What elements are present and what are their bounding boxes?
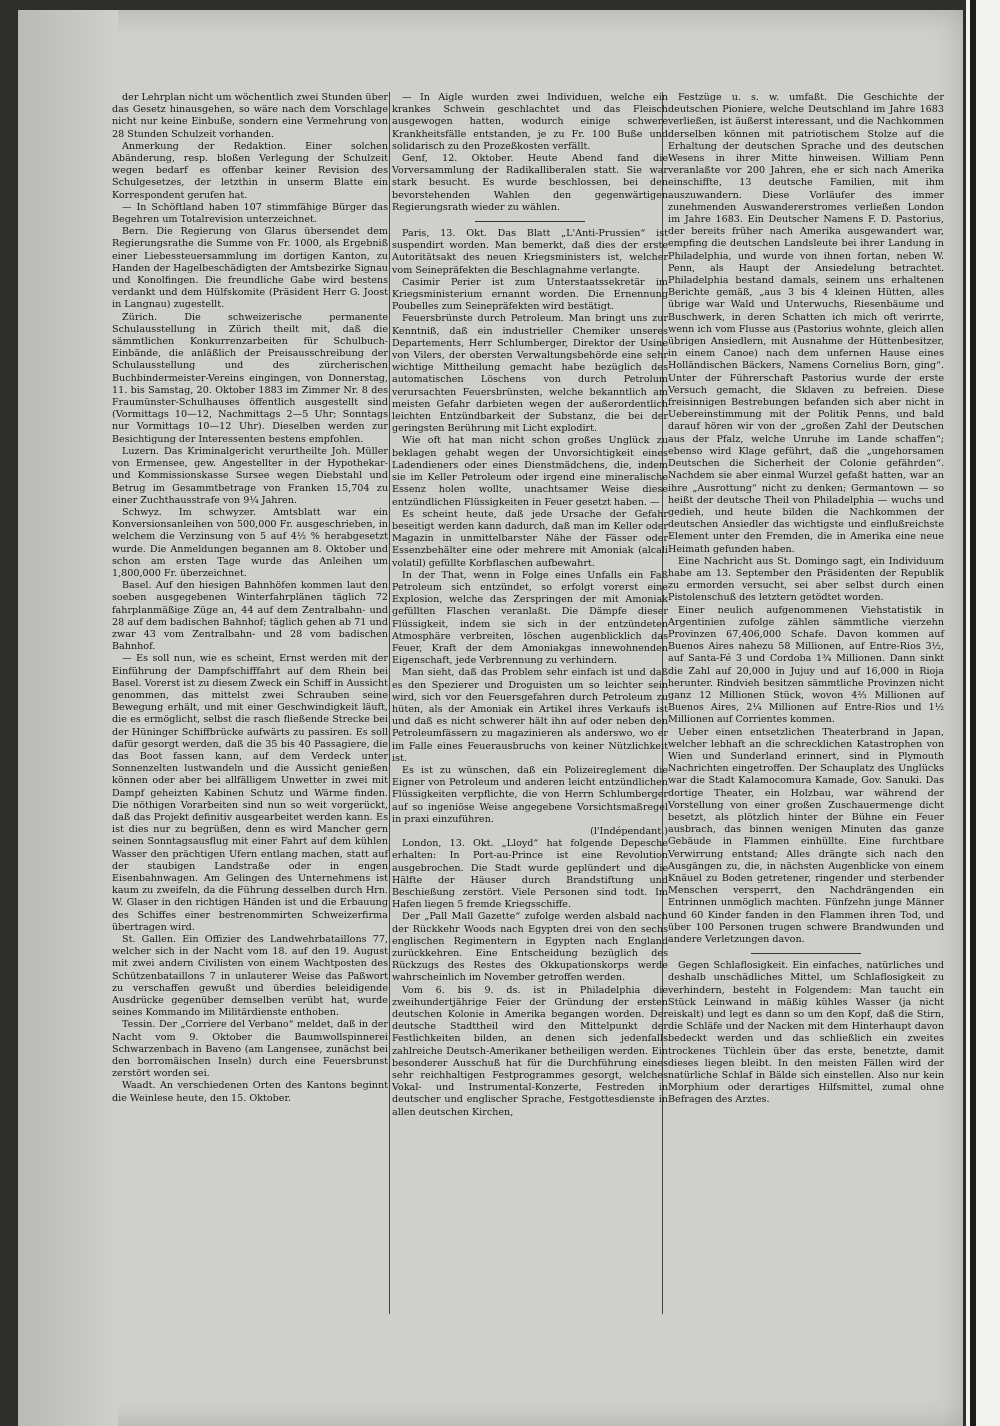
- column-left: [112, 92, 388, 1105]
- paragraph-lehrplan: der Lehrplan nicht um wöchentlich zwei Stunden über das Gesetz hinausgehen, so wäre nach dem Vorschlage nicht nur keine Einbuße, sondern eine Vermehrung von 28 Stunden Schulzeit vorhanden.: [112, 92, 388, 140]
- paragraph-unglueck: Wie oft hat man nicht schon großes Unglück zu beklagen gehabt wegen der Unvorsichtigkeit eines Ladendieners oder eines Dienstmädchens, die, indem sie im Keller Petroleum oder irgend eine mineralische Essenz holen wollte, unachtsamer Weise diese entzündlichen Flüssigkeiten in Feuer gesetzt haben. —: [392, 435, 668, 508]
- paragraph-zuerich: Zürich. Die schweizerische permanente Schulausstellung in Zürich theilt mit, daß die sämmtlichen Konkurrenzarbeiten für Schulbuch-Einbände, die anläßlich der Preisausschreibung der Schulausstellung und des zürcherischen Buchbindermeister-Vereins eingingen, von Donnerstag, 11. bis Samstag, 20. Oktober 1883 im Zimmer Nr. 8 des Fraumünster-Schulhauses öffentlich ausgestellt sind (Vormittags 10—12, Nachmittags 2—5 Uhr; Sonntags nur Vormittags 10—12 Uhr). Dieselben werden zur Besichtigung der Interessenten bestens empfohlen.: [112, 311, 388, 445]
- paragraph-problem-einfach: Man sieht, daß das Problem sehr einfach ist und daß es den Spezierer und Droguisten um so leichter sein wird, sich vor den Feuersgefahren durch Petroleum zu hüten, als der Amoniak ein Artikel ihres Verkaufs ist und daß es nicht schwerer hält ihn auf oder neben den Petroleumfässern zu magazinieren als anderswo, wo er im Falle eines Feuerausbruchs von keiner Nützlichkeit ist.: [392, 667, 668, 764]
- paragraph-schlaflosigkeit: Gegen Schlaflosigkeit. Ein einfaches, natürliches und deshalb unschädliches Mittel, um Schlaflosigkeit zu verhindern, besteht in Folgendem: Man taucht ein Stück Leinwand in mäßig kühles Wasser (ja nicht eiskalt) und legt es dann so um den Kopf, daß die Stirn, die Schläfe und der Nacken mit dem Hinterhaupt davon bedeckt werden und das schließlich ein zweites trockenes Tüchlein über das erste, benetzte, damit dieses liegen bleibt. In den meisten Fällen wird der natürliche Schlaf in Bälde sich einstellen. Also nur kein Morphium oder derartiges Hilfsmittel, zumal ohne Befragen des Arztes.: [668, 960, 944, 1106]
- paragraph-bern: Bern. Die Regierung von Glarus übersendet dem Regierungsrathe die Summe von Fr. 1000, als Ergebniß einer Liebessteuersammlung im dortigen Kanton, zu Handen der Hagelbeschädigten der Amtsbezirke Signau und Konolfingen. Die freundliche Gabe wird bestens verdankt und dem Hülfskomite (Präsident Herr G. Joost in Langnau) zugestellt.: [112, 226, 388, 311]
- section-separator: [751, 953, 861, 954]
- paragraph-gefahr-beseitigt: Es scheint heute, daß jede Ursache der Gefahr beseitigt werden kann dadurch, daß man im Keller oder Magazin in unmittelbarster Nähe der Fässer oder Essenzbehälter eine oder mehrere mit Amoniak (alcali volatil) gefüllte Korbflaschen aufbewahrt.: [392, 508, 668, 569]
- paragraph-london: London, 13. Okt. „Lloyd“ hat folgende Depesche erhalten: In Port-au-Prince ist eine Revolution ausgebrochen. Die Stadt wurde geplündert und die Hälfte der Häuser durch Brandstiftung und Beschießung zerstört. Viele Personen sind todt. Im Hafen liegen 5 fremde Kriegsschiffe.: [392, 838, 668, 911]
- paragraph-pall-mall: Der „Pall Mall Gazette“ zufolge werden alsbald nach der Rückkehr Woods nach Egypten drei von den sechs englischen Regimentern in Egypten nach England zurückkehren. Eine Entscheidung bezüglich des Rückzugs des Restes des Okkupationskorps werde wahrscheinlich im November getroffen werden.: [392, 911, 668, 984]
- paragraph-basel-dampfschiff: — Es soll nun, wie es scheint, Ernst werden mit der Einführung der Dampfschifffahrt auf dem Rhein bei Basel. Vorerst ist zu diesem Zweck ein Schiff in Aussicht genommen, das mittelst zwei Schrauben seine Bewegung erhält, und mit einer Geschwindigkeit läuft, die es ermöglicht, selbst die rasch fließende Strecke bei der Hüninger Schiffbrücke aufwärts zu passiren. Es soll dafür gesorgt werden, daß die 35 bis 40 Passagiere, die das Boot fassen kann, auf dem Verdeck unter Sonnenzelten lustwandeln und die Aussicht genießen können oder aber bei allfälligem Unwetter in zwei mit Dampf geheizten Kabinen Schutz und Wärme finden. Die nöthigen Vorarbeiten sind nun so weit vorgerückt, daß das Projekt definitiv ausgearbeitet werden kann. Es ist dies nur zu begrüßen, denn es wird Mancher gern seinen Sonntagsausflug mit einer Fahrt auf dem kühlen Wasser den prächtigen Ufern entlang machen, statt auf der staubigen Landstraße oder in engen Eisenbahnwagen. Am Gelingen des Unternehmens ist kaum zu zweifeln, da die Führung desselben durch Hrn. W. Glaser in den richtigen Händen ist und die Erbauung des Schiffes einer bestrenommirten Schweizerfirma übertragen wird.: [112, 653, 388, 933]
- facing-page-strip: [966, 0, 1000, 1426]
- section-separator: [475, 221, 585, 222]
- paragraph-aigle: — In Aigle wurden zwei Individuen, welche ein krankes Schwein geschlachtet und das Fleisch ausgewogen hatten, wodurch einige schwere Krankheitsfälle entstanden, je zu Fr. 100 Buße und solidarisch zu den Prozeßkosten verfällt.: [392, 92, 668, 152]
- paragraph-festzuege: Festzüge u. s. w. umfaßt. Die Geschichte der deutschen Pioniere, welche Deutschland im Jahre 1683 verließen, ist äußerst interessant, und die Nachkommen derselben können mit patriotischem Stolze auf die Erhaltung der deutschen Sprache und des deutschen Wesens in ihrer Mitte hinweisen. William Penn veranlaßte vor 200 Jahren, ehe er sich nach Amerika einschiffte, 13 deutsche Familien, mit ihm auszuwandern. Diese Vorläufer des immer zunehmenden Auswandererstromes verließen London im Jahre 1683. Ein Deutscher Namens F. D. Pastorius, der bereits früher nach Amerika ausgewandert war, empfing die deutschen Landsleute bei ihrer Landung in Philadelphia, und wurde von ihnen fortan, neben W. Penn, als Haupt der Ansiedelung betrachtet. Philadelphia bestand damals, seinem uns erhaltenen Berichte gemäß, „aus 3 bis 4 kleinen Hütten, alles übrige war Wald und Unterwuchs, Riesenbäume und Buschwerk, in deren Schatten ich mich oft verirrte, wenn ich vom Flusse aus (Pastorius wohnte, gleich allen übrigen Ansiedlern, mit Ausnahme der Hüttenbesitzer, in einem Canoe) nach dem unfernen Hause eines Holländischen Bäckers, Namens Cornelius Born, ging“. Unter der Führerschaft Pastorius wurde der erste Versuch gemacht, die Sklaven zu befreien. Diese freisinnigen Bestrebungen befanden sich aber nicht in Uebereinstimmung mit der Politik Penns, und bald darauf hören wir von der „großen Zahl der Deutschen aus der Pfalz, welche Unruhe im Lande schaffen“; ebenso wird Klage geführt, daß die „ungehorsamen Deutschen die Sicherheit der Colonie gefährden“. Nachdem sie aber einmal Wurzel gefaßt hatten, war an ihre „Ausrottung“ nicht zu denken; Germantown — so heißt der deutsche Theil von Philadelphia — wuchs und gedieh, und heute bilden die Nachkommen der deutschen Ansiedler das wichtigste und einflußreichste Element unter den Fremden, die in Amerika eine neue Heimath gefunden haben.: [668, 92, 944, 555]
- paragraph-schoeftland: — In Schöftland haben 107 stimmfähige Bürger das Begehren um Totalrevision unterzeichnet.: [112, 201, 388, 226]
- paragraph-feuersbruenste: Feuersbrünste durch Petroleum. Man bringt uns zur Kenntniß, daß ein industrieller Chemiker unseres Departements, Herr Schlumberger, Direktor der Usine von Vilers, der obersten Verwaltungsbehörde eine sehr wichtige Mittheilung gemacht habe bezüglich des automatischen Löschens von durch Petrolum verursachten Feuersbrünsten, welche bekanntlich am meisten Gefahr darbieten wegen der außerordentlich leichten Entzündbarkeit der Substanz, die bei der geringsten Berührung mit Licht explodirt.: [392, 313, 668, 435]
- column-rule-left: [389, 92, 390, 1314]
- paragraph-schwyz: Schwyz. Im schwyzer. Amtsblatt war ein Konversionsanleihen von 500,000 Fr. ausgeschrieben, in welchem die Verzinsung von 5 auf 4½ % herabgesetzt wurde. Die Anmeldungen begannen am 8. Oktober und schon am ersten Tage wurde das Anleihen um 1,800,000 Fr. überzeichnet.: [112, 506, 388, 579]
- paragraph-waadt: Waadt. An verschiedenen Orten des Kantons beginnt die Weinlese heute, den 15. Oktober.: [112, 1080, 388, 1104]
- paragraph-philadelphia: Vom 6. bis 9. ds. ist in Philadelphia die zweihundertjährige Feier der Gründung der ersten deutschen Kolonie in Amerika begangen worden. Der deutsche Stadttheil wird den Mittelpunkt der Festlichkeiten bilden, an denen sich jedenfalls zahlreiche Deutsch-Amerikaner betheiligen werden. Ein besonderer Ausschuß hat für die Durchführung eines sehr reichhaltigen Festprogrammes gesorgt, welches Vokal- und Instrumental-Konzerte, Festreden in deutscher und englischer Sprache, Festgottesdienste in allen deutschen Kirchen,: [392, 984, 668, 1118]
- source-credit: (l'Indépendant.): [590, 825, 668, 837]
- paragraph-st-domingo: Eine Nachricht aus St. Domingo sagt, ein Individuum habe am 13. September den Präsidenten der Republik zu ermorden versucht, sei aber selbst durch einen Pistolenschuß des letztern getödtet worden.: [668, 555, 944, 604]
- page-edge-shadow: [18, 10, 118, 1426]
- paragraph-casimir-perier: Casimir Perier ist zum Unterstaatssekretär im Kriegsministerium ernannt worden. Die Ernennung Poubelles zum Seinepräfekten wird bestätigt.: [392, 276, 668, 313]
- paragraph-polizeireglement: Es ist zu wünschen, daß ein Polizeireglement die Eigner von Petroleum und anderen leicht entzündlichen Flüssigkeiten verpflichte, die von Herrn Schlumberger auf so ingeniöse Weise angegebene Vorsichtsmaßregel in praxi einzuführen.: [392, 764, 668, 825]
- paragraph-paris: Paris, 13. Okt. Das Blatt „L'Anti-Prussien“ ist suspendirt worden. Man bemerkt, daß dies der erste Autoritätsakt des neuen Kriegsministers ist, welcher vom Seinepräfekten die Beschlagnahme verlangte.: [392, 228, 668, 276]
- paragraph-in-der-that: In der That, wenn in Folge eines Unfalls ein Faß Petroleum sich entzündet, so erfolgt vorerst eine Explosion, welche das Zerspringen der mit Amoniak gefüllten Flaschen veranlaßt. Die Dämpfe dieser Flüssigkeit, indem sie sich in der entzündeten Atmosphäre verbreiten, löschen augenblicklich das Feuer, Kraft der dem Amoniakgas innewohnenden Eigenschaft, jede Verbrennung zu verhindern.: [392, 569, 668, 667]
- gutter-line: [970, 0, 976, 1426]
- paragraph-genf: Genf, 12. Oktober. Heute Abend fand die Vorversammlung der Radikalliberalen statt. Sie war stark besucht. Es wurde beschlossen, bei den bevorstehenden Wahlen den gegenwärtigen Regierungsrath wieder zu wählen.: [392, 153, 668, 213]
- column-right: [668, 92, 944, 1107]
- paragraph-anmerkung-redaktion: Anmerkung der Redaktion. Einer solchen Abänderung, resp. bloßen Verlegung der Schulzeit wegen bedarf es offenbar keiner Revision des Schulgesetzes, der letzthin in unserm Blatte ein Korrespondent gerufen hat.: [112, 140, 388, 201]
- paragraph-theaterbrand: Ueber einen entsetzlichen Theaterbrand in Japan, welcher lebhaft an die schrecklichen Katastrophen von Wien und Sunderland erinnert, sind in Plymouth Nachrichten eingetroffen. Der Schauplatz des Unglücks war die Stadt Kalamocomura Kamade, Gov. Sanuki. Das dortige Theater, ein Holzbau, war während der Vorstellung von einer großen Zuschauermenge dicht besetzt, als plötzlich hinter der Bühne ein Feuer ausbrach, das binnen wenigen Minuten das ganze Gebäude in Flammen einhüllte. Eine furchtbare Verwirrung entstand; Alles drängte sich nach den Ausgängen zu, die, in nächsten Augenblicke von einem Knäuel zu Boden getretener, ringender und sterbender Menschen versperrt, den Nachdrängenden ein Entrinnen unmöglich machten. Fünfzehn junge Männer und 60 Kinder fanden in den Flammen ihren Tod, und über 100 Personen trugen schwere Brandwunden und andere Verletzungen davon.: [668, 726, 944, 946]
- paragraph-argentinien: Einer neulich aufgenommenen Viehstatistik in Argentinien zufolge zählen sämmtliche vierzehn Provinzen 67,406,000 Schafe. Davon kommen auf Buenos Aires nahezu 58 Millionen, auf Entre-Rios 3½, auf Santa-Fé 3 und Cordoba 1¾ Millionen. Dann sinkt die Zahl auf 20,000 in Jujuy und auf 16,000 in Rioja herunter. Rindvieh besitzen sämmtliche Provinzen nicht ganz 12 Millionen Stück, wovon 4⅔ Millionen auf Buenos Aires, 2¼ Millionen auf Entre-Rios und 1½ Millionen auf Corrientes kommen.: [668, 604, 944, 726]
- paragraph-basel: Basel. Auf den hiesigen Bahnhöfen kommen laut den soeben ausgegebenen Winterfahrplänen täglich 72 fahrplanmäßige Züge an, 44 auf dem Zentralbahn- und 28 auf dem badischen Bahnhof; täglich gehen ab 71 und zwar 43 vom Zentralbahn- und 28 vom badischen Bahnhof.: [112, 580, 388, 653]
- paragraph-luzern: Luzern. Das Kriminalgericht verurtheilte Joh. Müller von Ermensee, gew. Angestellter in der Hypothekar- und Kommissionskasse Sursee wegen Diebstahl und Betrug im Gesammtbetrage von Franken 15,704 zu einer Zuchthausstrafe von 9¼ Jahren.: [112, 445, 388, 506]
- paragraph-st-gallen: St. Gallen. Ein Offizier des Landwehrbataillons 77, welcher sich in der Nacht vom 18. auf den 19. August mit zwei andern Civilisten von einem Wachtposten des Schützenbataillons 7 in unlauterer Weise das Paßwort zu verschaffen gewußt und überdies beleidigende Ausdrücke gegenüber demselben verübt hat, wurde seines Kommando im Militärdienste enthoben.: [112, 934, 388, 1019]
- paragraph-tessin: Tessin. Der „Corriere del Verbano“ meldet, daß in der Nacht vom 9. Oktober die Baumwollspinnerei Schwarzenbach in Baveno (am Langensee, zunächst bei den borromäischen Inseln) durch eine Feuersbrunst zerstört worden sei.: [112, 1019, 388, 1080]
- column-middle: [392, 92, 668, 1119]
